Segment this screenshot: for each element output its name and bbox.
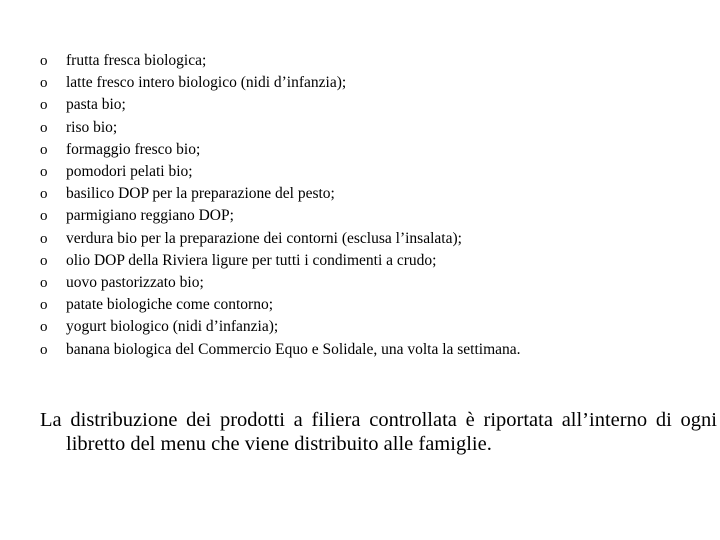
list-item xyxy=(40,117,521,139)
list-item-text: basilico DOP per la preparazione del pesto; xyxy=(66,185,335,203)
distribution-paragraph: La distribuzione dei prodotti a filiera controllata è riportata all’interno di ogni libretto del menu che viene distribuito alle famiglie. xyxy=(40,409,717,455)
list-item-text: latte fresco intero biologico (nidi d’infanzia); xyxy=(66,74,347,92)
list-item-text: patate biologiche come contorno; xyxy=(66,296,274,314)
list-item xyxy=(40,139,521,161)
bullet-marker: o xyxy=(40,297,48,314)
bullet-marker: o xyxy=(40,319,48,336)
bullet-marker: o xyxy=(40,141,48,158)
list-item xyxy=(40,339,521,361)
list-item xyxy=(40,228,521,250)
list-item-text: verdura bio per la preparazione dei contorni (esclusa l’insalata); xyxy=(66,229,462,247)
list-item xyxy=(40,94,521,116)
bullet-marker: o xyxy=(40,341,48,358)
bullet-marker: o xyxy=(40,164,48,181)
bullet-marker: o xyxy=(40,97,48,114)
list-item xyxy=(40,294,521,316)
list-item-text: banana biologica del Commercio Equo e Solidale, una volta la settimana. xyxy=(66,340,521,358)
list-item-text: pasta bio; xyxy=(66,96,126,114)
list-item xyxy=(40,183,521,205)
list-item-text: parmigiano reggiano DOP; xyxy=(66,207,234,225)
list-item-text: formaggio fresco bio; xyxy=(66,140,201,158)
list-item xyxy=(40,316,521,338)
list-item-text: riso bio; xyxy=(66,118,118,136)
list-item xyxy=(40,50,521,72)
list-item-text: olio DOP della Riviera ligure per tutti i condimenti a crudo; xyxy=(66,251,437,269)
bullet-marker: o xyxy=(40,275,48,292)
list-item-text: yogurt biologico (nidi d’infanzia); xyxy=(66,318,279,336)
bullet-marker: o xyxy=(40,119,48,136)
bullet-marker: o xyxy=(40,75,48,92)
bullet-marker: o xyxy=(40,230,48,247)
list-item xyxy=(40,72,521,94)
list-item xyxy=(40,250,521,272)
list-item-text: frutta fresca biologica; xyxy=(66,52,207,69)
list-item xyxy=(40,205,521,227)
list-item xyxy=(40,161,521,183)
bullet-marker: o xyxy=(40,252,48,269)
product-list xyxy=(40,50,521,361)
bullet-marker: o xyxy=(40,53,48,69)
list-item-text: pomodori pelati bio; xyxy=(66,163,193,181)
list-item xyxy=(40,272,521,294)
bullet-marker: o xyxy=(40,208,48,225)
list-item-text: uovo pastorizzato bio; xyxy=(66,274,204,292)
bullet-marker: o xyxy=(40,186,48,203)
